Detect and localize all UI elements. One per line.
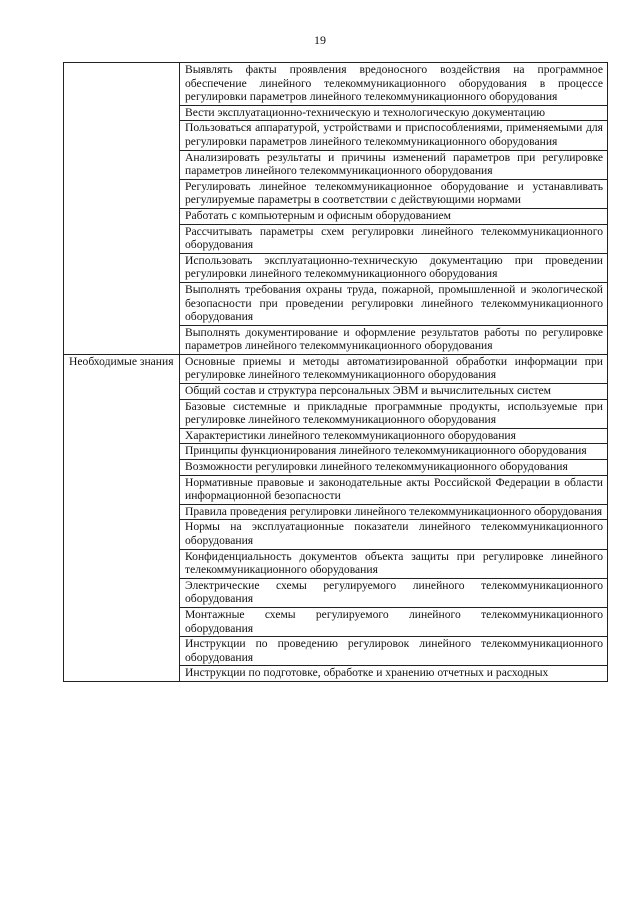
requirement-item: Базовые системные и прикладные программные продукты, используемые при регулировке линейного телекоммуникационного оборудования: [180, 399, 608, 428]
requirement-item: Характеристики линейного телекоммуникационного оборудования: [180, 428, 608, 444]
requirement-item: Конфиденциальность документов объекта защиты при регулировке линейного телекоммуникационного оборудования: [180, 549, 608, 578]
requirement-item: Использовать эксплуатационно-техническую документацию при проведении регулировки линейного телекоммуникационного оборудования: [180, 253, 608, 282]
requirement-item: Работать с компьютерным и офисным оборудованием: [180, 208, 608, 224]
requirement-item: Основные приемы и методы автоматизированной обработки информации при регулировке линейного телекоммуникационного оборудования: [180, 354, 608, 383]
requirement-item: Монтажные схемы регулируемого линейного телекоммуникационного оборудования: [180, 607, 608, 636]
requirement-item: Возможности регулировки линейного телекоммуникационного оборудования: [180, 460, 608, 476]
table-row: [64, 354, 608, 383]
requirement-item: Инструкции по подготовке, обработке и хранению отчетных и расходных: [180, 666, 608, 682]
requirement-item: Регулировать линейное телекоммуникационное оборудование и устанавливать регулируемые параметры в соответствии с действующими нормами: [180, 179, 608, 208]
requirement-item: Анализировать результаты и причины изменений параметров при регулировке параметров линейного телекоммуникационного оборудования: [180, 150, 608, 179]
requirement-item: Нормы на эксплуатационные показатели линейного телекоммуникационного оборудования: [180, 520, 608, 549]
requirement-item: Электрические схемы регулируемого линейного телекоммуникационного оборудования: [180, 578, 608, 607]
requirement-item: Рассчитывать параметры схем регулировки линейного телекоммуникационного оборудования: [180, 224, 608, 253]
requirement-item: Выполнять требования охраны труда, пожарной, промышленной и экологической безопасности при проведении регулировки линейного телекоммуникационного оборудования: [180, 282, 608, 325]
table-row: [64, 63, 608, 106]
requirement-item: Пользоваться аппаратурой, устройствами и приспособлениями, применяемыми для регулировки параметров линейного телекоммуникационного оборудования: [180, 121, 608, 150]
requirement-item: Инструкции по проведению регулировок линейного телекоммуникационного оборудования: [180, 637, 608, 666]
requirement-item: Выявлять факты проявления вредоносного воздействия на программное обеспечение линейного телекоммуникационного оборудования в процессе регулировки параметров линейного телекоммуникационного оборудования: [180, 63, 608, 106]
requirement-item: Вести эксплуатационно-техническую и технологическую документацию: [180, 105, 608, 121]
requirement-item: Общий состав и структура персональных ЭВМ и вычислительных систем: [180, 384, 608, 400]
requirement-item: Нормативные правовые и законодательные акты Российской Федерации в области информационной безопасности: [180, 475, 608, 504]
page-number: 19: [314, 33, 326, 47]
section-label: Необходимые знания: [64, 354, 180, 681]
requirement-item: Выполнять документирование и оформление результатов работы по регулировке параметров линейного телекоммуникационного оборудования: [180, 325, 608, 354]
requirement-item: Правила проведения регулировки линейного телекоммуникационного оборудования: [180, 504, 608, 520]
skills-knowledge-table: [63, 62, 608, 682]
requirement-item: Принципы функционирования линейного телекоммуникационного оборудования: [180, 444, 608, 460]
section-label-empty: [64, 63, 180, 355]
